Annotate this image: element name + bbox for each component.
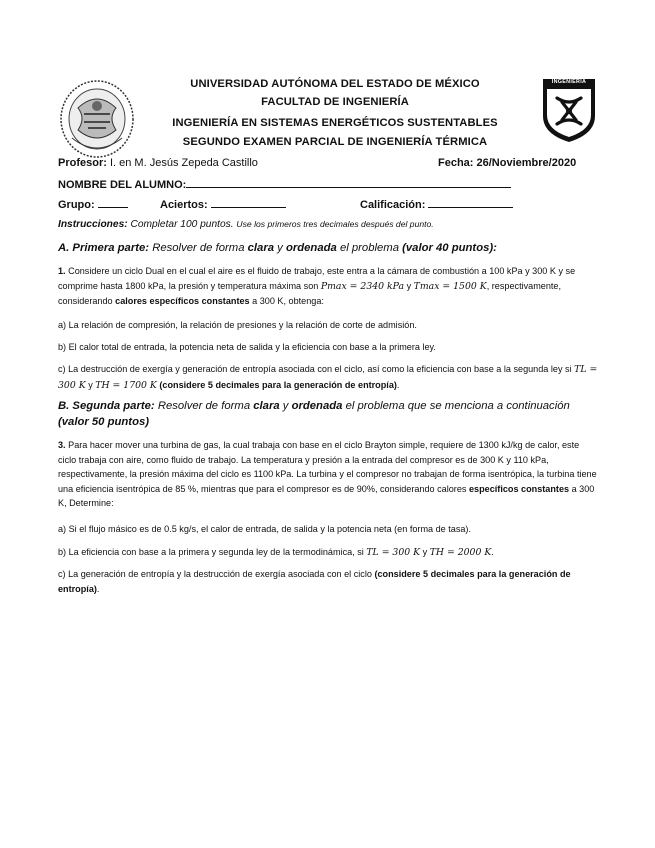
pmax-formula: Pmax = 2340 kPa xyxy=(320,280,405,292)
problem-1: 1. Considere un ciclo Dual en el cual el aire es el fluido de trabajo, este entra a la cámara de combustión a 100 kPa y 300 K y se comprime hasta 1800 kPa, la presión y temperatura máxima son Pmax = 2340 kPa y Tmax = 1500 K, respectivamente, considerando calores específicos constantes a 300 K, obtenga: xyxy=(58,266,576,307)
part-b-heading: B. Segunda parte: Resolver de forma clara y ordenada el problema que se menciona a continuación (valor 50 puntos) xyxy=(58,400,570,428)
profesor-label: Profesor: xyxy=(58,157,107,169)
instructions-text: Completar 100 puntos. xyxy=(130,219,234,230)
instructions xyxy=(58,219,434,230)
shield-text: INGENIERIA xyxy=(551,79,587,85)
university-seal-logo xyxy=(58,78,136,160)
tmax-formula: Tmax = 1500 K xyxy=(413,280,487,292)
grupo-row xyxy=(58,198,128,211)
problem-1-question-b: b) El calor total de entrada, la potencia neta de salida y la eficiencia con base a la primera ley. xyxy=(58,342,436,352)
problem-3-question-a: a) Si el flujo másico es de 0.5 kg/s, el calor de entrada, de salida y la potencia neta (en forma de tasa). xyxy=(58,524,471,534)
aciertos-field[interactable] xyxy=(211,198,286,208)
calificacion-field[interactable] xyxy=(428,198,513,208)
student-name-label: NOMBRE DEL ALUMNO: xyxy=(58,179,187,191)
student-name-field[interactable] xyxy=(186,178,511,188)
problem-1-question-c: c) La destrucción de exergía y generación de entropía asociada con el ciclo, así como la eficiencia con base a la segunda ley si TL = 300 K y TH = 1700 K (considere 5 decimales para la generación de entropía). xyxy=(58,364,598,391)
exam-title: SEGUNDO EXAMEN PARCIAL DE INGENIERÍA TÉRMICA xyxy=(182,136,488,148)
problem-3-question-b: b) La eficiencia con base a la primera y segunda ley de la termodinámica, si TL = 300 K y TH = 2000 K. xyxy=(58,547,494,558)
calificacion-label: Calificación: xyxy=(360,199,426,211)
problem-3: 3. Para hacer mover una turbina de gas, la cual trabaja con base en el ciclo Brayton simple, requiere de 1300 kJ/kg de calor, este ciclo trabaja con aire, como fluido de trabajo. La temperatura y presión a la entrada del compresor es de 300 K y 110 kPa, respectivamente, la presión máxima del ciclo es 1100 kPa. La turbina y el compresor no trabajan de forma isentrópica, la turbina tiene una eficiencia isentrópica de 85 %, mientras que para el compresor es de 90%, considerando calores específicos constantes a 300 K, Determine: xyxy=(58,440,597,509)
instructions-note: Use los primeros tres decimales después del punto. xyxy=(236,219,434,229)
calificacion-row xyxy=(360,198,513,211)
faculty-shield-logo xyxy=(540,76,598,144)
part-a-heading: A. Primera parte: Resolver de forma clara y ordenada el problema (valor 40 puntos): xyxy=(58,242,497,254)
program-name: INGENIERÍA EN SISTEMAS ENERGÉTICOS SUSTENTABLES xyxy=(172,117,498,129)
university-name: UNIVERSIDAD AUTÓNOMA DEL ESTADO DE MÉXICO xyxy=(190,78,480,90)
profesor-line xyxy=(58,157,258,169)
aciertos-label: Aciertos: xyxy=(160,199,208,211)
profesor-value: I. en M. Jesús Zepeda Castillo xyxy=(109,157,258,169)
grupo-label: Grupo: xyxy=(58,199,95,211)
student-name-row xyxy=(58,178,511,191)
problem-1-question-a: a) La relación de compresión, la relación de presiones y la relación de corte de admisión. xyxy=(58,320,417,330)
problem-3-question-c: c) La generación de entropía y la destrucción de exergía asociada con el ciclo (considere 5 decimales para la generación de entropía). xyxy=(58,569,571,594)
exam-date: Fecha: 26/Noviembre/2020 xyxy=(438,157,577,169)
aciertos-row xyxy=(160,198,286,211)
faculty-name: FACULTAD DE INGENIERÍA xyxy=(261,96,409,108)
grupo-field[interactable] xyxy=(98,198,128,208)
instructions-label: Instrucciones: xyxy=(58,219,128,230)
